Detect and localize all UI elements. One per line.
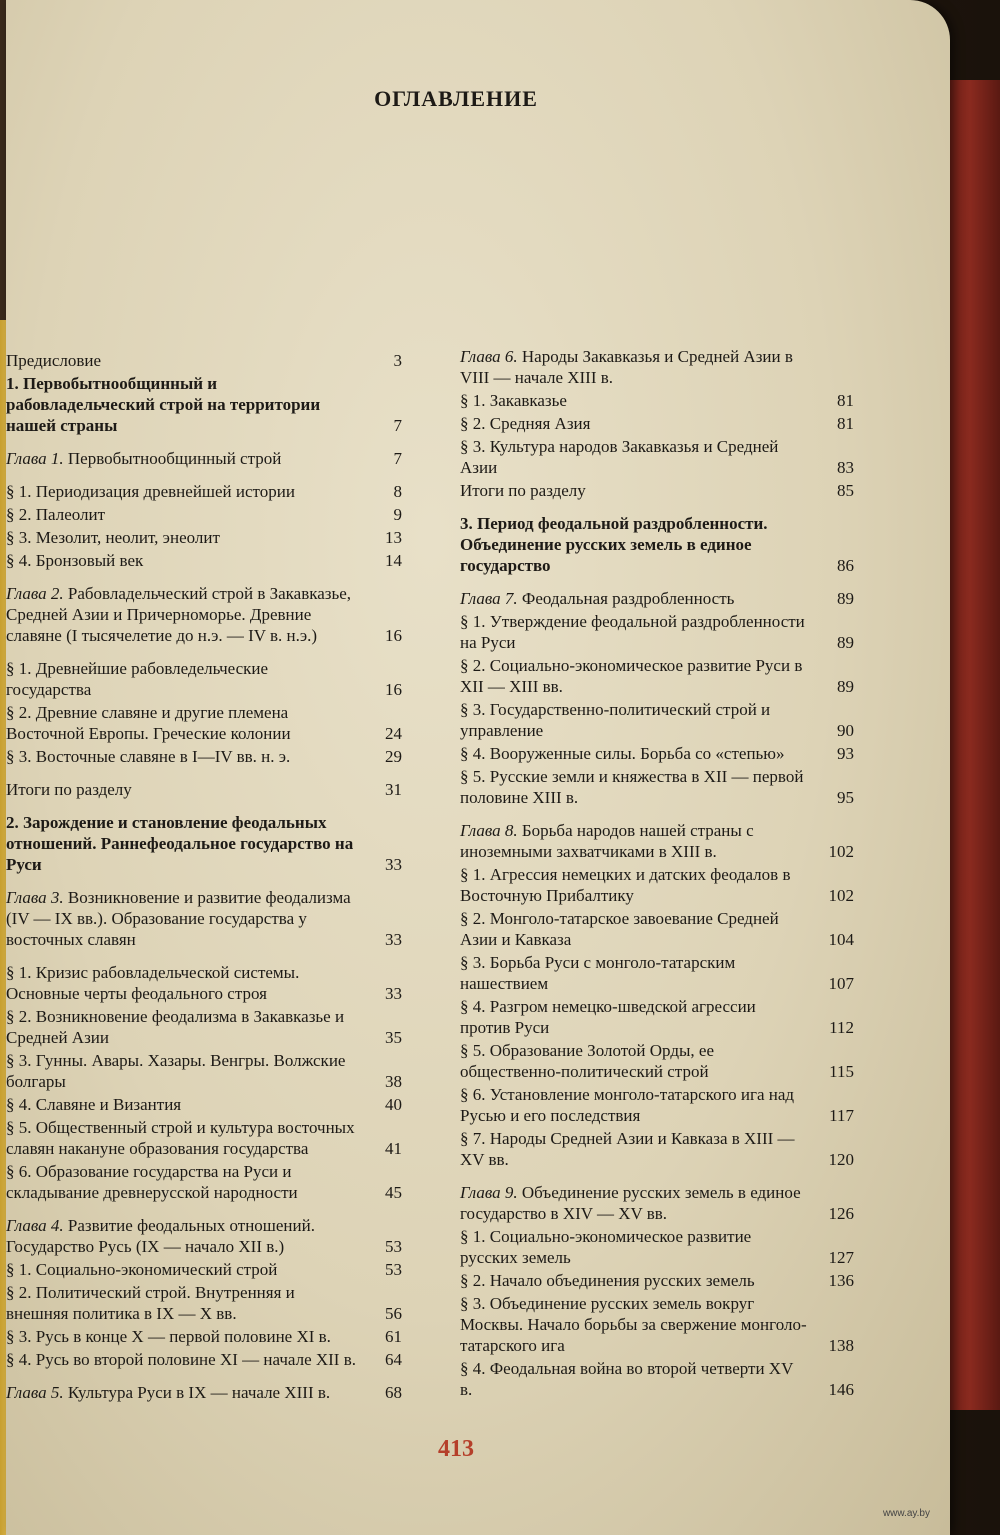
toc-entry-title [460, 413, 816, 434]
toc-entry-title [6, 350, 364, 371]
toc-entry-title [460, 1084, 816, 1126]
toc-entry-page: 81 [837, 391, 854, 410]
toc-entry-text: § 2. Социально-экономическое развитие Руси в XII — XIII вв. [460, 656, 803, 696]
toc-entry-page: 89 [837, 633, 854, 652]
toc-entry [460, 436, 854, 478]
toc-entry-title [460, 820, 816, 862]
toc-entry-title [6, 504, 364, 525]
toc-entry-title [460, 743, 816, 764]
toc-entry-page: 8 [393, 482, 402, 501]
toc-entry-title [6, 527, 364, 548]
toc-entry [6, 962, 402, 1004]
toc-entry-text: § 1. Социально-экономический строй [6, 1260, 278, 1279]
toc-entry-text: § 1. Закавказье [460, 391, 567, 410]
toc-entry-page: 45 [385, 1183, 402, 1202]
toc-entry-page: 40 [385, 1095, 402, 1114]
toc-entry-title [6, 1215, 364, 1257]
toc-entry-page: 9 [393, 505, 402, 524]
toc-entry-title [6, 1326, 364, 1347]
toc-entry [6, 481, 402, 502]
toc-entry [6, 702, 402, 744]
toc-entry-page: 38 [385, 1072, 402, 1091]
toc-entry [460, 413, 854, 434]
toc-entry-text: § 5. Общественный строй и культура восточных славян накануне образования государства [6, 1118, 355, 1158]
toc-entry-text: § 1. Периодизация древнейшей истории [6, 482, 295, 501]
toc-entry [460, 655, 854, 697]
toc-entry-page: 81 [837, 414, 854, 433]
toc-entry [460, 1128, 854, 1170]
toc-entry [6, 550, 402, 571]
toc-entry-page: 53 [385, 1237, 402, 1256]
toc-entry-title [460, 655, 816, 697]
toc-entry-title [460, 952, 816, 994]
chapter-label: Глава 5. [6, 1383, 64, 1402]
toc-entry-title [6, 583, 364, 646]
toc-entry [460, 513, 854, 576]
toc-entry-page: 61 [385, 1327, 402, 1346]
toc-entry-text: § 1. Агрессия немецких и датских феодалов в Восточную Прибалтику [460, 865, 791, 905]
toc-entry-page: 24 [385, 724, 402, 743]
toc-entry-text: Феодальная раздробленность [521, 589, 735, 608]
toc-entry-title [6, 1006, 364, 1048]
toc-entry-text: 3. Период феодальной раздробленности. Объединение русских земель в единое государство [460, 514, 768, 575]
toc-entry-page: 33 [385, 855, 402, 874]
toc-entry-page: 115 [829, 1062, 854, 1081]
toc-entry [460, 611, 854, 653]
toc-entry-page: 86 [837, 556, 854, 575]
toc-entry [460, 1182, 854, 1224]
toc-entry-page: 31 [385, 780, 402, 799]
toc-entry-text: § 2. Древние славяне и другие племена Восточной Европы. Греческие колонии [6, 703, 291, 743]
toc-entry [6, 1382, 402, 1403]
toc-entry-text: § 3. Восточные славяне в I—IV вв. н. э. [6, 747, 291, 766]
chapter-label: Глава 1. [6, 449, 64, 468]
toc-entry-text: § 3. Гунны. Авары. Хазары. Венгры. Волжские болгары [6, 1051, 346, 1091]
toc-entry-text: § 4. Разгром немецко-шведской агрессии против Руси [460, 997, 756, 1037]
page-number: 413 [438, 1436, 474, 1462]
chapter-label: Глава 3. [6, 888, 64, 907]
toc-entry-page: 64 [385, 1350, 402, 1369]
toc-entry-title [6, 373, 364, 436]
toc-entry [460, 1226, 854, 1268]
toc-entry [6, 504, 402, 525]
toc-entry-page: 89 [837, 589, 854, 608]
chapter-label: Глава 4. [6, 1216, 64, 1235]
toc-entry-title [460, 611, 816, 653]
toc-entry [6, 583, 402, 646]
toc-entry-text: § 2. Политический строй. Внутренняя и внешняя политика в IX — X вв. [6, 1283, 295, 1323]
toc-entry [6, 527, 402, 548]
toc-entry [460, 346, 854, 388]
toc-entry-text: § 3. Мезолит, неолит, энеолит [6, 528, 220, 547]
toc-entry-page: 14 [385, 551, 402, 570]
toc-entry [460, 908, 854, 950]
toc-entry-text: Борьба народов нашей страны с иноземными захватчиками в XIII в. [460, 821, 754, 861]
toc-entry-title [460, 1182, 816, 1224]
toc-entry [6, 1259, 402, 1280]
toc-entry-text: § 1. Социально-экономическое развитие русских земель [460, 1227, 752, 1267]
toc-entry-text: § 3. Государственно-политический строй и управление [460, 700, 771, 740]
toc-entry-text: Культура Руси в IX — начале XIII в. [67, 1383, 331, 1402]
toc-entry-text: 1. Первобытнообщинный и рабовладельческий строй на территории нашей страны [6, 374, 321, 435]
toc-entry-title [6, 746, 364, 767]
toc-entry-page: 33 [385, 930, 402, 949]
toc-entry [460, 996, 854, 1038]
toc-entry-page: 146 [828, 1380, 854, 1399]
toc-entry-text: § 2. Возникновение феодализма в Закавказье и Средней Азии [6, 1007, 345, 1047]
toc-entry [6, 448, 402, 469]
toc-entry-page: 120 [828, 1150, 854, 1169]
toc-entry-page: 102 [828, 842, 854, 861]
toc-entry-title [460, 699, 816, 741]
toc-entry-page: 85 [837, 481, 854, 500]
toc-entry [6, 1215, 402, 1257]
toc-entry-text: § 4. Феодальная война во второй четверти XV в. [460, 1359, 794, 1399]
toc-entry-page: 53 [385, 1260, 402, 1279]
toc-entry-title [6, 702, 364, 744]
toc-entry-text: Развитие феодальных отношений. Государство Русь (IX — начало XII в.) [6, 1216, 315, 1256]
toc-entry [6, 1094, 402, 1115]
toc-entry-title [460, 480, 816, 501]
toc-entry [6, 1050, 402, 1092]
toc-entry-text: § 2. Монголо-татарское завоевание Средней Азии и Кавказа [460, 909, 779, 949]
toc-entry-title [6, 1282, 364, 1324]
toc-entry-text: § 4. Русь во второй половине XI — начале XII в. [6, 1350, 356, 1369]
toc-entry-title [6, 1050, 364, 1092]
toc-entry-text: Рабовладельческий строй в Закавказье, Средней Азии и Причерноморье. Древние славяне (I тысячелетие до н.э. — IV в. н.э.) [6, 584, 352, 645]
toc-entry-title [460, 1358, 816, 1400]
chapter-label: Глава 2. [6, 584, 64, 603]
toc-entry-text: § 6. Установление монголо-татарского ига над Русью и его последствия [460, 1085, 795, 1125]
toc-entry-page: 104 [828, 930, 854, 949]
toc-entry-page: 13 [385, 528, 402, 547]
toc-entry [6, 1117, 402, 1159]
toc-entry-title [460, 1293, 816, 1356]
toc-entry-title [460, 996, 816, 1038]
toc-entry-text: § 2. Средняя Азия [460, 414, 591, 433]
toc-entry-page: 138 [828, 1336, 854, 1355]
toc-entry-title [460, 766, 816, 808]
toc-entry-title [6, 1094, 364, 1115]
chapter-label: Глава 8. [460, 821, 518, 840]
toc-entry-title [6, 1349, 364, 1370]
toc-left-column [6, 350, 402, 1405]
toc-entry [6, 658, 402, 700]
toc-entry-page: 3 [393, 351, 402, 370]
toc-entry-title [6, 812, 364, 875]
toc-entry-text: § 6. Образование государства на Руси и складывание древнерусской народности [6, 1162, 298, 1202]
toc-entry-text: § 5. Образование Золотой Орды, ее общественно-политический строй [460, 1041, 714, 1081]
toc-entry [6, 1006, 402, 1048]
toc-entry-title [460, 436, 816, 478]
toc-entry-title [6, 658, 364, 700]
toc-entry [6, 746, 402, 767]
toc-entry [460, 864, 854, 906]
page-title: ОГЛАВЛЕНИЕ [374, 86, 538, 111]
toc-entry-text: § 5. Русские земли и княжества в XII — первой половине XIII в. [460, 767, 804, 807]
toc-entry-title [460, 908, 816, 950]
toc-entry-title [460, 1040, 816, 1082]
toc-entry-text: Итоги по разделу [460, 481, 586, 500]
toc-entry-text: § 1. Утверждение феодальной раздробленности на Руси [460, 612, 805, 652]
toc-entry [460, 588, 854, 609]
toc-entry-page: 68 [385, 1383, 402, 1402]
toc-entry-text: § 1. Кризис рабовладельческой системы. Основные черты феодального строя [6, 963, 300, 1003]
toc-entry-text: § 2. Начало объединения русских земель [460, 1271, 755, 1290]
toc-entry-page: 29 [385, 747, 402, 766]
toc-entry-title [460, 588, 816, 609]
toc-entry-text: § 4. Бронзовый век [6, 551, 144, 570]
toc-entry [460, 699, 854, 741]
toc-entry-page: 35 [385, 1028, 402, 1047]
toc-entry-page: 16 [385, 626, 402, 645]
toc-entry-title [6, 1382, 364, 1403]
toc-entry [460, 766, 854, 808]
toc-entry-page: 7 [393, 449, 402, 468]
toc-entry-text: § 1. Древнейшие рабовледельческие государства [6, 659, 269, 699]
toc-entry-text: Объединение русских земель в единое государство в XIV — XV вв. [460, 1183, 801, 1223]
toc-entry-text: § 3. Культура народов Закавказья и Средней Азии [460, 437, 779, 477]
toc-entry [6, 350, 402, 371]
toc-entry-title [6, 1259, 364, 1280]
toc-entry-title [6, 779, 364, 800]
toc-entry-text: § 7. Народы Средней Азии и Кавказа в XIII — XV вв. [460, 1129, 795, 1169]
toc-entry-page: 89 [837, 677, 854, 696]
toc-entry-page: 126 [828, 1204, 854, 1223]
toc-entry-title [460, 1128, 816, 1170]
toc-entry-title [6, 962, 364, 1004]
toc-entry-page: 117 [829, 1106, 854, 1125]
toc-entry [6, 1349, 402, 1370]
toc-entry-text: Итоги по разделу [6, 780, 132, 799]
toc-entry [460, 1040, 854, 1082]
toc-entry-text: Предисловие [6, 351, 102, 370]
toc-entry-title [6, 1161, 364, 1203]
toc-entry-text: § 3. Русь в конце X — первой половине XI в. [6, 1327, 331, 1346]
watermark: www.ay.by [882, 1508, 930, 1519]
toc-entry [460, 1270, 854, 1291]
toc-entry-text: § 4. Вооруженные силы. Борьба со «степью» [460, 744, 785, 763]
toc-entry-page: 83 [837, 458, 854, 477]
toc-entry [460, 820, 854, 862]
toc-entry-page: 102 [828, 886, 854, 905]
toc-entry [6, 373, 402, 436]
toc-entry-page: 95 [837, 788, 854, 807]
toc-entry-title [6, 887, 364, 950]
toc-entry-title [460, 390, 816, 411]
toc-entry [6, 812, 402, 875]
chapter-label: Глава 9. [460, 1183, 518, 1202]
book-page [6, 0, 950, 1535]
toc-entry [460, 1358, 854, 1400]
toc-entry-title [460, 864, 816, 906]
toc-entry-text: Народы Закавказья и Средней Азии в VIII — начале XIII в. [460, 347, 793, 387]
toc-entry [460, 743, 854, 764]
toc-right-column [460, 346, 854, 1402]
toc-entry-title [460, 513, 816, 576]
toc-entry-page: 127 [828, 1248, 854, 1267]
chapter-label: Глава 7. [460, 589, 518, 608]
toc-entry-text: Возникновение и развитие феодализма (IV — IX вв.). Образование государства у восточных славян [6, 888, 351, 949]
toc-entry [6, 887, 402, 950]
toc-entry-title [460, 1270, 816, 1291]
toc-entry-text: § 3. Объединение русских земель вокруг Москвы. Начало борьбы за свержение монголо-татарского ига [460, 1294, 807, 1355]
toc-entry [6, 1282, 402, 1324]
toc-entry [6, 1161, 402, 1203]
toc-entry-title [6, 448, 364, 469]
toc-entry-page: 112 [829, 1018, 854, 1037]
toc-entry-page: 16 [385, 680, 402, 699]
toc-entry-page: 56 [385, 1304, 402, 1323]
toc-entry-text: 2. Зарождение и становление феодальных отношений. Раннефеодальное государство на Руси [6, 813, 354, 874]
toc-entry-text: Первобытнообщинный строй [67, 449, 282, 468]
toc-entry-title [6, 550, 364, 571]
toc-entry [460, 390, 854, 411]
toc-entry-title [6, 481, 364, 502]
toc-entry [460, 952, 854, 994]
toc-entry-title [460, 346, 816, 388]
toc-entry-text: § 2. Палеолит [6, 505, 106, 524]
toc-entry-page: 41 [385, 1139, 402, 1158]
toc-entry-title [6, 1117, 364, 1159]
toc-entry-page: 90 [837, 721, 854, 740]
toc-entry [460, 1293, 854, 1356]
toc-entry-page: 7 [393, 416, 402, 435]
toc-entry-page: 93 [837, 744, 854, 763]
toc-entry-text: § 4. Славяне и Византия [6, 1095, 182, 1114]
toc-entry [6, 1326, 402, 1347]
toc-entry [460, 1084, 854, 1126]
toc-entry-title [460, 1226, 816, 1268]
toc-entry [6, 779, 402, 800]
toc-entry-page: 136 [828, 1271, 854, 1290]
chapter-label: Глава 6. [460, 347, 518, 366]
toc-entry [460, 480, 854, 501]
toc-entry-text: § 3. Борьба Руси с монголо-татарским нашествием [460, 953, 736, 993]
toc-entry-page: 33 [385, 984, 402, 1003]
toc-entry-page: 107 [828, 974, 854, 993]
